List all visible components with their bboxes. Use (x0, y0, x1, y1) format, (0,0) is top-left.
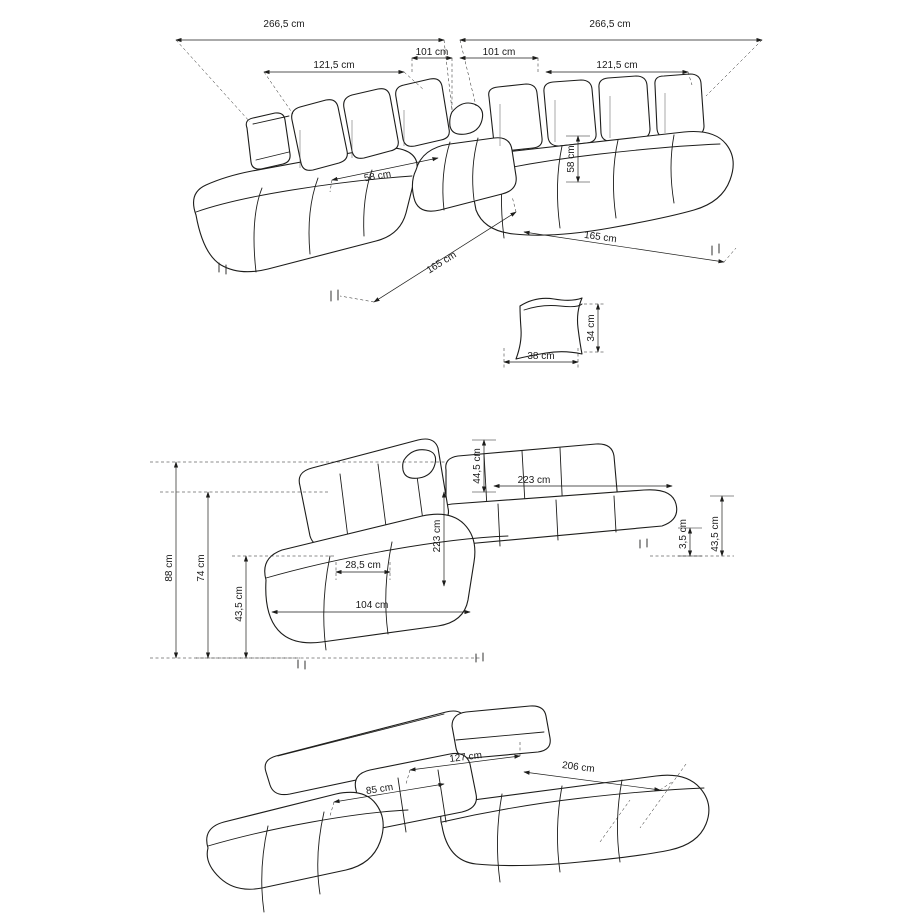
dim-label-chaise-left: 165 cm (424, 249, 459, 277)
dim-label-cushion-width: 38 cm (527, 351, 555, 362)
dim-label-corner-right: 101 cm (482, 47, 516, 58)
dim-label-seat-depth-right: 58 cm (566, 145, 577, 173)
dim-label-back-top: 44,5 cm (472, 448, 483, 484)
dim-label-back-height: 74 cm (196, 554, 207, 582)
dim-label-total-height: 88 cm (164, 554, 175, 582)
dim-label-arm-width: 28,5 cm (345, 560, 381, 571)
dim-label-seat-depth-left: 58 cm (363, 168, 392, 185)
dim-label-right-run: 121,5 cm (596, 60, 638, 71)
dim-label-chaise-depth: 104 cm (355, 600, 389, 611)
dim-label-top-right-total: 266,5 cm (589, 19, 631, 30)
dim-label-corner-left: 101 cm (415, 47, 449, 58)
dim-label-depth-inner: 223 cm (432, 519, 443, 553)
dim-label-left-run: 121,5 cm (313, 60, 355, 71)
dim-label-seat-height: 43,5 cm (234, 586, 245, 622)
dim-label-seat-height-right: 43,5 cm (710, 516, 721, 552)
dim-label-chaise-width: 85 cm (365, 781, 394, 798)
dim-label-depth-top: 223 cm (517, 475, 551, 486)
dim-label-chaise-right: 165 cm (583, 229, 618, 246)
dim-label-cushion-height: 34 cm (586, 314, 597, 342)
dim-label-leg-height: 3,5 cm (678, 518, 689, 550)
dim-label-top-left-total: 266,5 cm (263, 19, 305, 30)
dim-label-inner-width: 127 cm (448, 750, 483, 765)
dim-label-inner-length: 206 cm (561, 760, 596, 775)
